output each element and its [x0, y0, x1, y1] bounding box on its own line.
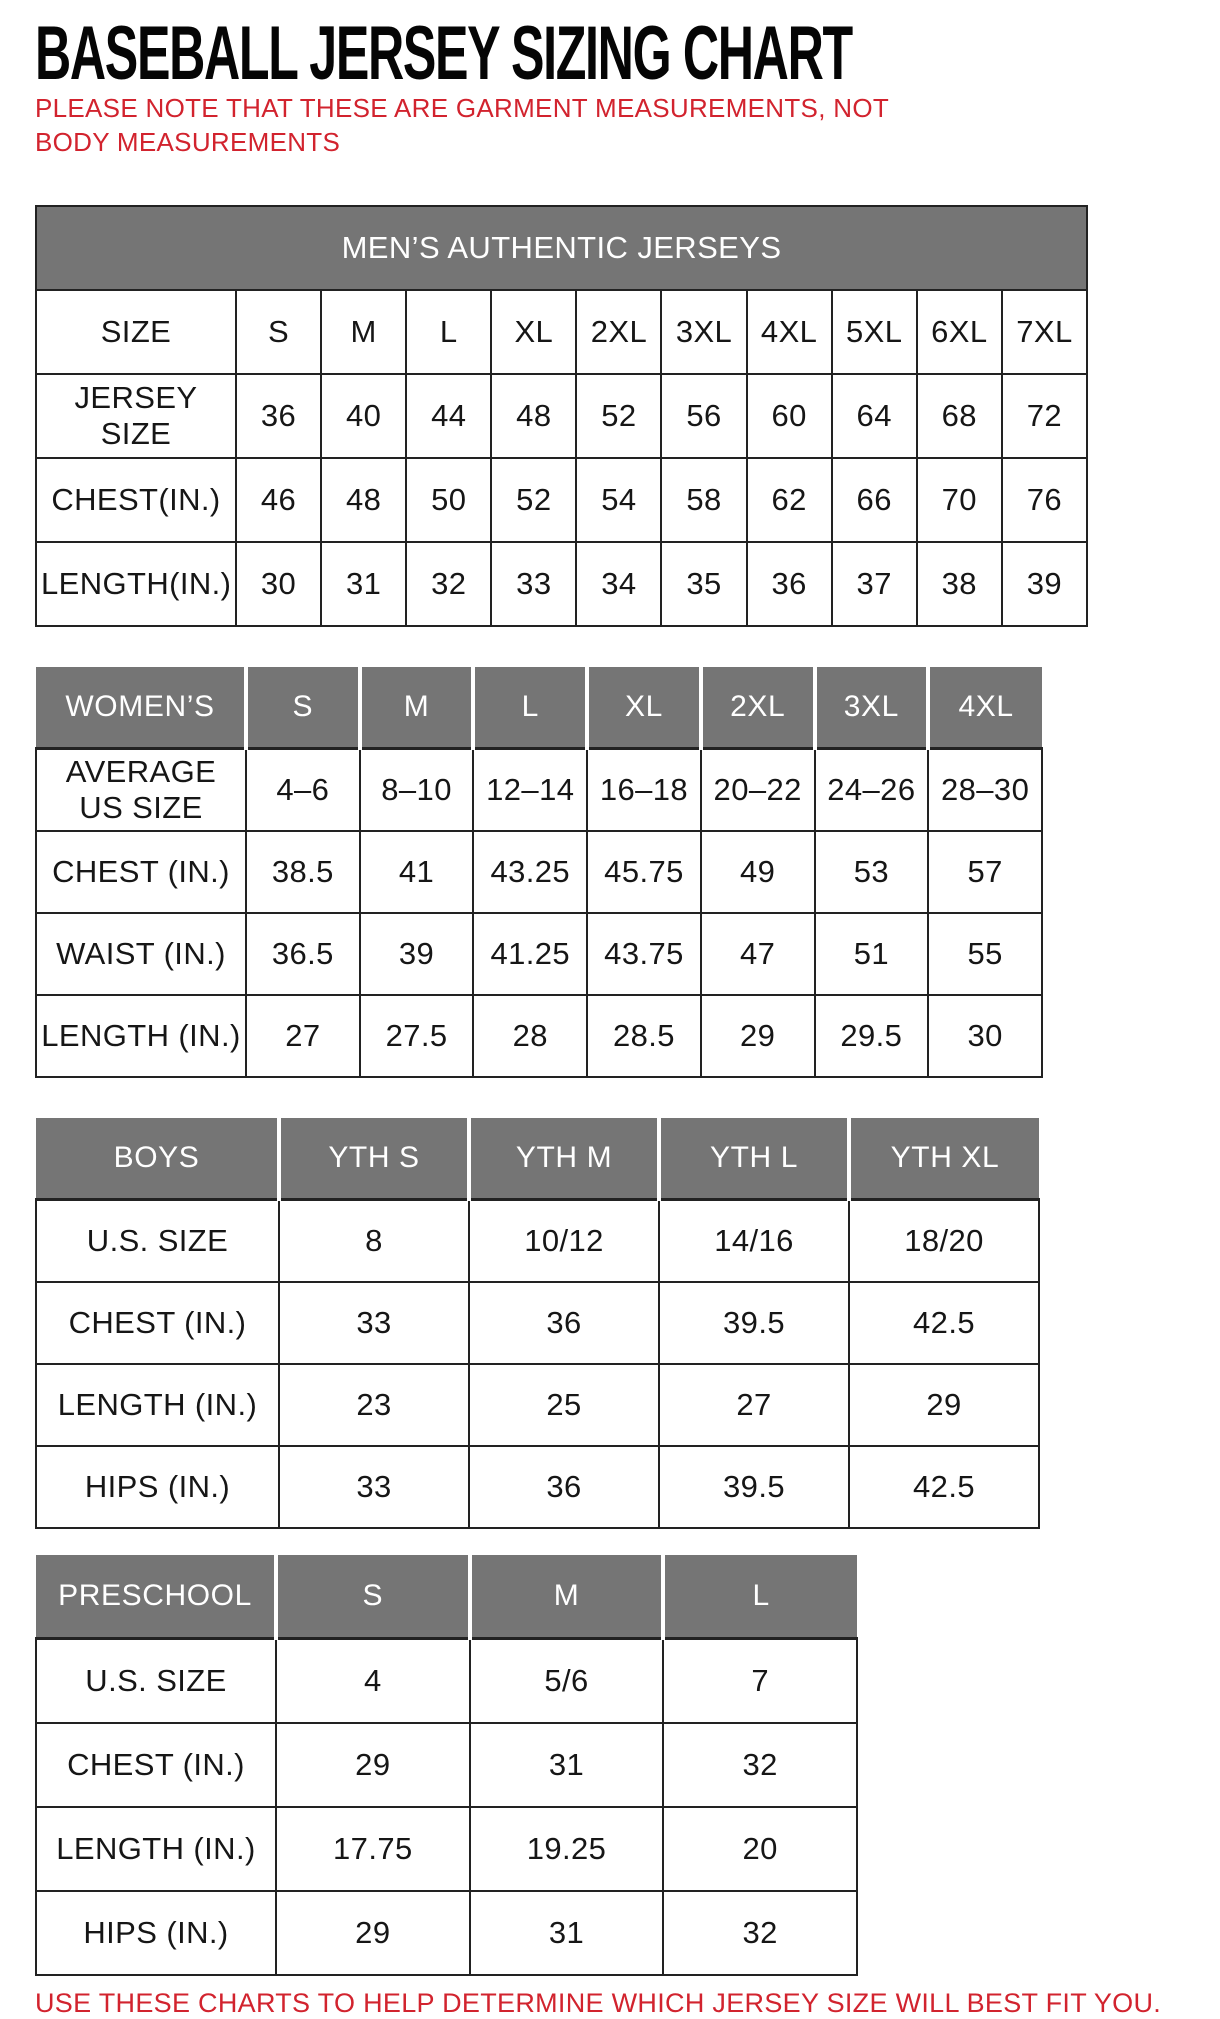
- size-value-cell: 3XL: [661, 290, 746, 374]
- size-value-cell: 42.5: [849, 1446, 1039, 1528]
- size-value-cell: 57: [928, 831, 1042, 913]
- column-header-cell: YTH S: [279, 1118, 469, 1200]
- size-value-cell: 38: [917, 542, 1002, 626]
- column-header-cell: M: [360, 667, 474, 749]
- size-value-cell: 32: [663, 1891, 857, 1975]
- size-value-cell: 33: [279, 1282, 469, 1364]
- size-value-cell: 76: [1002, 458, 1087, 542]
- table-row: [36, 542, 1087, 626]
- table-row: [36, 458, 1087, 542]
- table-row: [36, 1723, 857, 1807]
- size-value-cell: 48: [491, 374, 576, 458]
- mens-banner-title: MEN’S AUTHENTIC JERSEYS: [36, 206, 1087, 290]
- row-label-cell: JERSEY SIZE: [36, 374, 236, 458]
- column-header-cell: XL: [587, 667, 701, 749]
- column-header-row: [36, 1555, 857, 1639]
- size-value-cell: 41: [360, 831, 474, 913]
- size-value-cell: 10/12: [469, 1199, 659, 1282]
- size-value-cell: 58: [661, 458, 746, 542]
- banner-row: [36, 206, 1087, 290]
- size-value-cell: 36: [236, 374, 321, 458]
- column-header-cell: YTH XL: [849, 1118, 1039, 1200]
- table-row: [36, 748, 1042, 831]
- preschool-table-section: [35, 1555, 1220, 1976]
- size-value-cell: 17.75: [276, 1807, 470, 1891]
- row-label-cell: CHEST(IN.): [36, 458, 236, 542]
- size-value-cell: 24–26: [815, 748, 929, 831]
- size-value-cell: 70: [917, 458, 1002, 542]
- size-value-cell: 28: [473, 995, 587, 1077]
- size-value-cell: 27.5: [360, 995, 474, 1077]
- size-value-cell: 14/16: [659, 1199, 849, 1282]
- preschool-size-table: [35, 1555, 858, 1976]
- boys-header-label: BOYS: [36, 1118, 279, 1200]
- size-value-cell: 29: [849, 1364, 1039, 1446]
- womens-size-table: [35, 667, 1043, 1078]
- size-value-cell: S: [236, 290, 321, 374]
- size-value-cell: 28–30: [928, 748, 1042, 831]
- size-value-cell: 45.75: [587, 831, 701, 913]
- size-value-cell: 41.25: [473, 913, 587, 995]
- size-value-cell: 7: [663, 1638, 857, 1723]
- column-header-cell: YTH L: [659, 1118, 849, 1200]
- size-value-cell: 62: [747, 458, 832, 542]
- page-title: BASEBALL JERSEY SIZING CHART: [35, 11, 852, 96]
- size-value-cell: 20–22: [701, 748, 815, 831]
- row-label-cell: U.S. SIZE: [36, 1638, 276, 1723]
- garment-measurement-note: PLEASE NOTE THAT THESE ARE GARMENT MEASUREMENTS, NOT BODY MEASUREMENTS: [35, 93, 889, 157]
- size-value-cell: 47: [701, 913, 815, 995]
- size-value-cell: 36: [747, 542, 832, 626]
- size-value-cell: 52: [491, 458, 576, 542]
- size-value-cell: 53: [815, 831, 929, 913]
- table-row: [36, 374, 1087, 458]
- size-value-cell: 50: [406, 458, 491, 542]
- boys-size-table: [35, 1118, 1040, 1529]
- size-value-cell: 54: [576, 458, 661, 542]
- size-value-cell: 16–18: [587, 748, 701, 831]
- row-label-cell: LENGTH(IN.): [36, 542, 236, 626]
- size-value-cell: 48: [321, 458, 406, 542]
- size-value-cell: 4: [276, 1638, 470, 1723]
- size-value-cell: 30: [236, 542, 321, 626]
- table-row: [36, 1638, 857, 1723]
- size-value-cell: 31: [470, 1723, 664, 1807]
- column-header-cell: 4XL: [928, 667, 1042, 749]
- size-value-cell: 27: [659, 1364, 849, 1446]
- size-value-cell: 4–6: [246, 748, 360, 831]
- table-row: [36, 1891, 857, 1975]
- size-value-cell: L: [406, 290, 491, 374]
- row-label-cell: LENGTH (IN.): [36, 1364, 279, 1446]
- size-value-cell: 42.5: [849, 1282, 1039, 1364]
- womens-table-section: [35, 667, 1220, 1078]
- size-value-cell: 12–14: [473, 748, 587, 831]
- size-value-cell: 5/6: [470, 1638, 664, 1723]
- size-value-cell: 32: [663, 1723, 857, 1807]
- boys-table-section: [35, 1118, 1220, 1529]
- mens-table-section: [35, 205, 1220, 627]
- size-value-cell: 35: [661, 542, 746, 626]
- size-value-cell: 30: [928, 995, 1042, 1077]
- size-value-cell: M: [321, 290, 406, 374]
- size-value-cell: 39.5: [659, 1446, 849, 1528]
- size-value-cell: 6XL: [917, 290, 1002, 374]
- size-value-cell: 8–10: [360, 748, 474, 831]
- row-label-cell: SIZE: [36, 290, 236, 374]
- table-row: [36, 995, 1042, 1077]
- size-value-cell: 31: [470, 1891, 664, 1975]
- table-row: [36, 1446, 1039, 1528]
- table-row: [36, 831, 1042, 913]
- column-header-cell: 3XL: [815, 667, 929, 749]
- sizing-chart-page: [0, 11, 1220, 2018]
- size-value-cell: 29: [276, 1891, 470, 1975]
- row-label-cell: HIPS (IN.): [36, 1446, 279, 1528]
- column-header-cell: S: [246, 667, 360, 749]
- womens-header-label: WOMEN’S: [36, 667, 246, 749]
- table-row: [36, 1282, 1039, 1364]
- table-row: [36, 290, 1087, 374]
- row-label-cell: CHEST (IN.): [36, 1282, 279, 1364]
- size-value-cell: 43.25: [473, 831, 587, 913]
- size-value-cell: 4XL: [747, 290, 832, 374]
- size-value-cell: 27: [246, 995, 360, 1077]
- row-label-cell: U.S. SIZE: [36, 1199, 279, 1282]
- size-value-cell: 68: [917, 374, 1002, 458]
- size-value-cell: 72: [1002, 374, 1087, 458]
- size-value-cell: 60: [747, 374, 832, 458]
- size-value-cell: 46: [236, 458, 321, 542]
- size-value-cell: 34: [576, 542, 661, 626]
- size-value-cell: 28.5: [587, 995, 701, 1077]
- row-label-cell: LENGTH (IN.): [36, 995, 246, 1077]
- size-value-cell: 64: [832, 374, 917, 458]
- size-value-cell: 19.25: [470, 1807, 664, 1891]
- size-value-cell: 8: [279, 1199, 469, 1282]
- size-value-cell: 7XL: [1002, 290, 1087, 374]
- size-value-cell: 29: [701, 995, 815, 1077]
- size-value-cell: 39: [360, 913, 474, 995]
- size-value-cell: 56: [661, 374, 746, 458]
- row-label-cell: LENGTH (IN.): [36, 1807, 276, 1891]
- row-label-cell: WAIST (IN.): [36, 913, 246, 995]
- size-value-cell: 32: [406, 542, 491, 626]
- size-value-cell: 66: [832, 458, 917, 542]
- size-value-cell: 38.5: [246, 831, 360, 913]
- row-label-cell: CHEST (IN.): [36, 831, 246, 913]
- column-header-cell: M: [470, 1555, 664, 1639]
- size-value-cell: 44: [406, 374, 491, 458]
- size-value-cell: 23: [279, 1364, 469, 1446]
- size-value-cell: 39: [1002, 542, 1087, 626]
- fit-advice-footer: USE THESE CHARTS TO HELP DETERMINE WHICH JERSEY SIZE WILL BEST FIT YOU.: [35, 1987, 1162, 2018]
- size-value-cell: 2XL: [576, 290, 661, 374]
- size-value-cell: 29: [276, 1723, 470, 1807]
- size-value-cell: 52: [576, 374, 661, 458]
- size-value-cell: 33: [279, 1446, 469, 1528]
- table-row: [36, 1807, 857, 1891]
- preschool-header-label: PRESCHOOL: [36, 1555, 276, 1639]
- column-header-row: [36, 1118, 1039, 1200]
- mens-size-table: [35, 205, 1088, 627]
- size-value-cell: 36: [469, 1282, 659, 1364]
- column-header-cell: L: [663, 1555, 857, 1639]
- table-row: [36, 913, 1042, 995]
- size-value-cell: 43.75: [587, 913, 701, 995]
- size-value-cell: 20: [663, 1807, 857, 1891]
- size-value-cell: 40: [321, 374, 406, 458]
- size-value-cell: 55: [928, 913, 1042, 995]
- column-header-cell: 2XL: [701, 667, 815, 749]
- size-value-cell: 25: [469, 1364, 659, 1446]
- size-value-cell: 49: [701, 831, 815, 913]
- size-value-cell: 29.5: [815, 995, 929, 1077]
- table-row: [36, 1199, 1039, 1282]
- size-value-cell: 51: [815, 913, 929, 995]
- size-value-cell: XL: [491, 290, 576, 374]
- table-row: [36, 1364, 1039, 1446]
- size-value-cell: 31: [321, 542, 406, 626]
- column-header-cell: S: [276, 1555, 470, 1639]
- size-value-cell: 36.5: [246, 913, 360, 995]
- row-label-cell: HIPS (IN.): [36, 1891, 276, 1975]
- row-label-cell: CHEST (IN.): [36, 1723, 276, 1807]
- row-label-cell: AVERAGE US SIZE: [36, 748, 246, 831]
- size-value-cell: 39.5: [659, 1282, 849, 1364]
- size-value-cell: 36: [469, 1446, 659, 1528]
- size-value-cell: 5XL: [832, 290, 917, 374]
- size-value-cell: 33: [491, 542, 576, 626]
- column-header-cell: L: [473, 667, 587, 749]
- size-value-cell: 37: [832, 542, 917, 626]
- column-header-cell: YTH M: [469, 1118, 659, 1200]
- column-header-row: [36, 667, 1042, 749]
- size-value-cell: 18/20: [849, 1199, 1039, 1282]
